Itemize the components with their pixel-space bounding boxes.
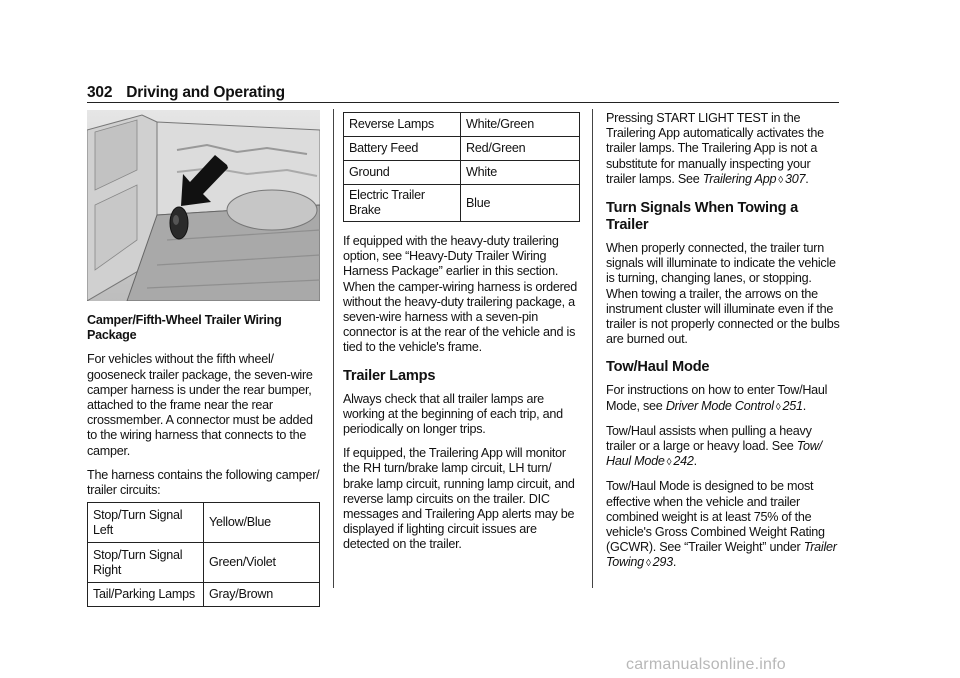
paragraph: Pressing START LIGHT TEST in the Trailering App automatically activates the trailer lamps. The Trailering App is not a substitute for manually inspecting your trailer lamps. See Trailering App ◊ 307. xyxy=(606,111,824,186)
truck-bed-illustration xyxy=(87,110,320,301)
table-row xyxy=(344,185,580,222)
cross-reference-link[interactable] xyxy=(703,172,805,186)
table-cell: White xyxy=(461,161,580,185)
reference-page: 242 xyxy=(673,454,694,469)
table-cell: Ground xyxy=(344,161,461,185)
column-1 xyxy=(87,110,320,607)
table-cell: Yellow/Blue xyxy=(204,503,320,543)
column-divider xyxy=(333,109,334,588)
reference-title: Trailering App xyxy=(702,171,777,186)
table-row xyxy=(344,137,580,161)
paragraph-text: Tow/Haul assists when pulling a heavy trailer or a large or heavy load. See xyxy=(606,423,812,454)
page-header xyxy=(87,84,285,102)
paragraph: For vehicles without the fifth wheel/ gooseneck trailer package, the seven-wire camper harness is under the rear bumper, attached to the frame near the rear crossmember. A connector must be added to the wiring harness that connects to the camper. xyxy=(87,352,313,458)
reference-icon: ◊ xyxy=(666,457,672,469)
paragraph: If equipped with the heavy-duty trailering option, see “Heavy-Duty Trailer Wiring Harness Package” earlier in this section. When the camper-wiring harness is ordered without the heavy-duty trailering package, a seven-wire harness with a seven-pin connector is at the rear of the vehicle and is tied to the vehicle's frame. xyxy=(343,234,578,355)
figure-caption: Camper/Fifth-Wheel Trailer Wiring Package xyxy=(87,313,282,343)
table-cell: Electric Trailer Brake xyxy=(344,185,461,222)
paragraph: Tow/Haul assists when pulling a heavy trailer or a large or heavy load. See Tow/ Haul Mode ◊ 242. xyxy=(606,423,822,469)
table-cell: Reverse Lamps xyxy=(344,113,461,137)
paragraph-text: For instructions on how to enter Tow/Haul Mode, see xyxy=(606,383,828,413)
column-2 xyxy=(343,112,580,562)
watermark: carmanualsonline.info xyxy=(626,656,786,673)
paragraph-text: Pressing START LIGHT TEST in the Trailering App automatically activates the trailer lamps. The Trailering App is not a substitute for manually inspecting your trailer lamps. See xyxy=(606,111,824,186)
paragraph: Tow/Haul Mode is designed to be most effective when the vehicle and trailer combined weight is at least 75% of the vehicle's Gross Combined Weight Rating (GCWR). See “Trailer Weight” under Trailer Towing ◊ 293. xyxy=(606,479,837,570)
circuit-table xyxy=(87,502,320,607)
section-heading: Turn Signals When Towing a Trailer xyxy=(606,200,799,234)
paragraph: The harness contains the following camper/ trailer circuits: xyxy=(87,467,320,498)
table-row xyxy=(88,503,320,543)
table-cell: White/Green xyxy=(461,113,580,137)
reference-icon: ◊ xyxy=(775,401,781,413)
reference-icon: ◊ xyxy=(778,174,783,186)
table-row xyxy=(88,583,320,607)
table-cell: Battery Feed xyxy=(344,137,461,161)
column-divider xyxy=(592,109,593,588)
page-number: 302 xyxy=(87,84,113,101)
reference-page: 293 xyxy=(652,555,673,570)
section-heading: Trailer Lamps xyxy=(343,367,436,384)
reference-icon: ◊ xyxy=(645,558,651,570)
reference-title: Trailer Towing xyxy=(606,540,837,570)
paragraph: For instructions on how to enter Tow/Haul Mode, see Driver Mode Control ◊ 251. xyxy=(606,383,828,413)
reference-page: 307 xyxy=(784,171,806,186)
table-cell: Stop/Turn Signal Left xyxy=(88,503,204,543)
reference-page: 251 xyxy=(782,398,803,413)
table-row xyxy=(344,113,580,137)
paragraph: Always check that all trailer lamps are working at the beginning of each trip, and periodically on longer trips. xyxy=(343,391,563,437)
table-cell: Red/Green xyxy=(461,137,580,161)
paragraph-text: Tow/Haul Mode is designed to be most effective when the vehicle and trailer combined weight is at least 75% of the vehicle's Gross Combined Weight Rating (GCWR). See “Trailer Weight” under xyxy=(606,479,825,555)
table-cell: Green/Violet xyxy=(204,543,320,583)
paragraph: When properly connected, the trailer turn signals will illuminate to indicate the vehicle is turning, changing lanes, or stopping. When towing a trailer, the arrows on the instrument cluster will illuminate even if the trailer is not properly connected or the bulbs are burned out. xyxy=(606,241,840,347)
cross-reference-link[interactable] xyxy=(666,399,803,413)
header-rule xyxy=(87,102,839,103)
paragraph: If equipped, the Trailering App will monitor the RH turn/brake lamp circuit, LH turn/ brake lamp circuit, running lamp circuit, and reverse lamp circuits on the trailer. DIC messages and Trailering App alerts may be displayed if lighting circuit issues are detected on the trailer. xyxy=(343,446,575,552)
table-cell: Blue xyxy=(461,185,580,222)
table-cell: Tail/Parking Lamps xyxy=(88,583,204,607)
table-row xyxy=(88,543,320,583)
table-row xyxy=(344,161,580,185)
reference-title: Tow/ Haul Mode xyxy=(606,439,822,469)
table-cell: Stop/Turn Signal Right xyxy=(88,543,204,583)
section-heading: Tow/Haul Mode xyxy=(606,359,710,376)
section-title: Driving and Operating xyxy=(126,84,285,101)
table-cell: Gray/Brown xyxy=(204,583,320,607)
reference-title: Driver Mode Control xyxy=(665,398,774,413)
circuit-table-continued xyxy=(343,112,580,222)
column-3 xyxy=(606,111,840,581)
